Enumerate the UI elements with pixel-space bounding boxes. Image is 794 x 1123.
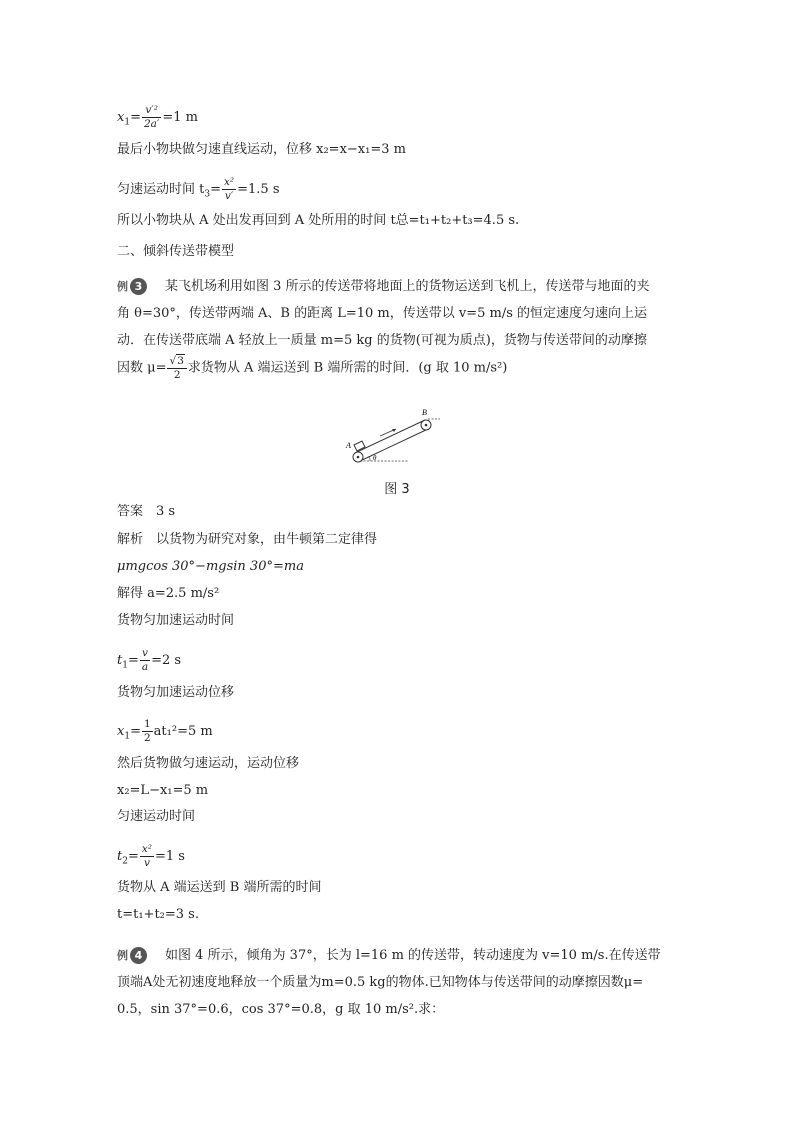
var: t xyxy=(117,849,123,864)
example-text: 某飞机场利用如图 3 所示的传送带将地面上的货物运送到飞机上，传送带与地面的夹 xyxy=(165,279,650,294)
analysis: 解析 以货物为研究对象，由牛顿第二定律得 xyxy=(117,532,378,547)
numerator: √3 xyxy=(167,354,186,369)
fraction xyxy=(142,104,161,131)
numerator: v xyxy=(140,647,150,661)
example-badge xyxy=(117,273,147,300)
eq-t2: $t_2=$ $\frac{\text{x²}}{v}$ =1 s xyxy=(117,843,185,869)
example-text: 如图 4 所示，倾角为 37°，长为 l=16 m 的传送带，转动速度为 v=10 m/s.在传送带 xyxy=(165,948,661,963)
label-a: A xyxy=(346,441,351,450)
rhs: =1 s xyxy=(155,849,185,864)
figure-caption: 图 3 xyxy=(384,482,410,497)
equation: t=t₁+t₂=3 s. xyxy=(117,907,199,922)
denominator: a xyxy=(141,661,149,673)
var: t xyxy=(117,653,123,668)
subscript: 1 xyxy=(124,117,131,128)
example-line xyxy=(117,354,679,382)
answer: 答案 3 s xyxy=(117,504,176,519)
belt-upper xyxy=(357,420,425,452)
rhs: at₁²=5 m xyxy=(153,724,213,739)
fraction xyxy=(140,843,154,870)
label-b: B xyxy=(422,408,427,417)
text-line: 货物从 A 端运送到 B 端所需的时间 xyxy=(117,880,322,895)
conveyor-figure xyxy=(340,405,440,467)
section-title: 二、倾斜传送带模型 xyxy=(117,244,235,259)
subscript: 3 xyxy=(204,189,211,200)
belt-lower xyxy=(360,429,428,461)
numerator: 1 xyxy=(143,718,151,730)
text-line: 货物匀加速运动时间 xyxy=(117,613,235,628)
example-4 xyxy=(117,942,679,1023)
rhs: =2 s xyxy=(151,653,182,668)
rhs: =1 m xyxy=(162,110,198,125)
subscript: 1 xyxy=(124,731,131,742)
fraction xyxy=(142,718,153,745)
pulley-axle xyxy=(425,424,428,427)
text: 求货物从 A 端运送到 B 端所需的时间．(g 取 10 m/s²) xyxy=(187,360,508,376)
label-theta: θ xyxy=(373,454,377,462)
fraction xyxy=(222,176,236,203)
equation: x₂=L−x₁=5 m xyxy=(117,783,209,798)
eq-x1-top: $x_1=$ $\frac{\text{v′²}}{2a'}$ =1 m xyxy=(117,104,198,130)
denominator: 2 xyxy=(143,732,151,744)
eq-t1: $t_1=$ $\frac{v}{a}$ =2 s xyxy=(117,647,182,673)
text-line: 所以小物块从 A 处出发再回到 A 处所用的时间 t总=t₁+t₂+t₃=4.5 s. xyxy=(117,213,520,228)
radicand: 3 xyxy=(177,355,184,367)
subscript: 2 xyxy=(122,856,128,867)
text-line: 然后货物做匀速运动，运动位移 xyxy=(117,756,300,771)
pulley-axle xyxy=(357,456,360,459)
example-badge xyxy=(117,942,147,969)
equation: μmgcos 30°−mgsin 30°=ma xyxy=(117,559,304,574)
denominator: 2 xyxy=(173,369,181,381)
example-line xyxy=(117,942,679,969)
eq-t3: 匀速运动时间 $t_3=$ $\frac{\text{x²}}{v'}$ =1.5 s xyxy=(117,176,280,202)
badge-text: 例 xyxy=(117,280,128,293)
example-line: 角 θ=30°，传送带两端 A、B 的距离 L=10 m，传送带以 v=5 m/s 的恒定速度匀速向上运 xyxy=(117,306,648,321)
numerator: x² xyxy=(224,176,235,188)
fraction xyxy=(140,647,150,674)
denominator: 2a′ xyxy=(143,118,160,130)
fraction xyxy=(167,354,186,382)
example-line xyxy=(117,273,679,300)
subscript: 1 xyxy=(122,660,128,671)
example-line: 0.5，sin 37°=0.6，cos 37°=0.8，g 取 10 m/s².求： xyxy=(117,1002,445,1017)
badge-number: 3 xyxy=(130,278,147,295)
label: 匀速运动时间 t xyxy=(117,182,205,197)
text-line: 匀速运动时间 xyxy=(117,809,196,824)
numerator: x² xyxy=(141,843,153,855)
var: x xyxy=(117,724,125,739)
denominator: v xyxy=(143,857,150,869)
text-line: 货物匀加速运动位移 xyxy=(117,685,235,700)
text: 因数 μ= xyxy=(117,360,167,376)
example-line: 顶端A处无初速度地释放一个质量为m=0.5 kg的物体.已知物体与传送带间的动摩擦因数μ= xyxy=(117,975,644,990)
example-3 xyxy=(117,273,679,382)
text-line: 最后小物块做匀速直线运动，位移 x₂=x−x₁=3 m xyxy=(117,142,406,157)
badge-number: 4 xyxy=(130,947,147,964)
equation: 解得 a=2.5 m/s² xyxy=(117,586,220,601)
var: x xyxy=(117,110,125,125)
eq-x1: $x_1=$ $\frac{1}{2}$ at₁²=5 m xyxy=(117,718,213,744)
badge-text: 例 xyxy=(117,949,128,962)
example-line: 动．在传送带底端 A 轻放上一质量 m=5 kg 的货物(可视为质点)，货物与传送带间的动摩擦 xyxy=(117,333,647,348)
denominator: v′ xyxy=(224,190,234,202)
numerator: v′² xyxy=(142,104,161,118)
rhs: =1.5 s xyxy=(237,182,280,197)
